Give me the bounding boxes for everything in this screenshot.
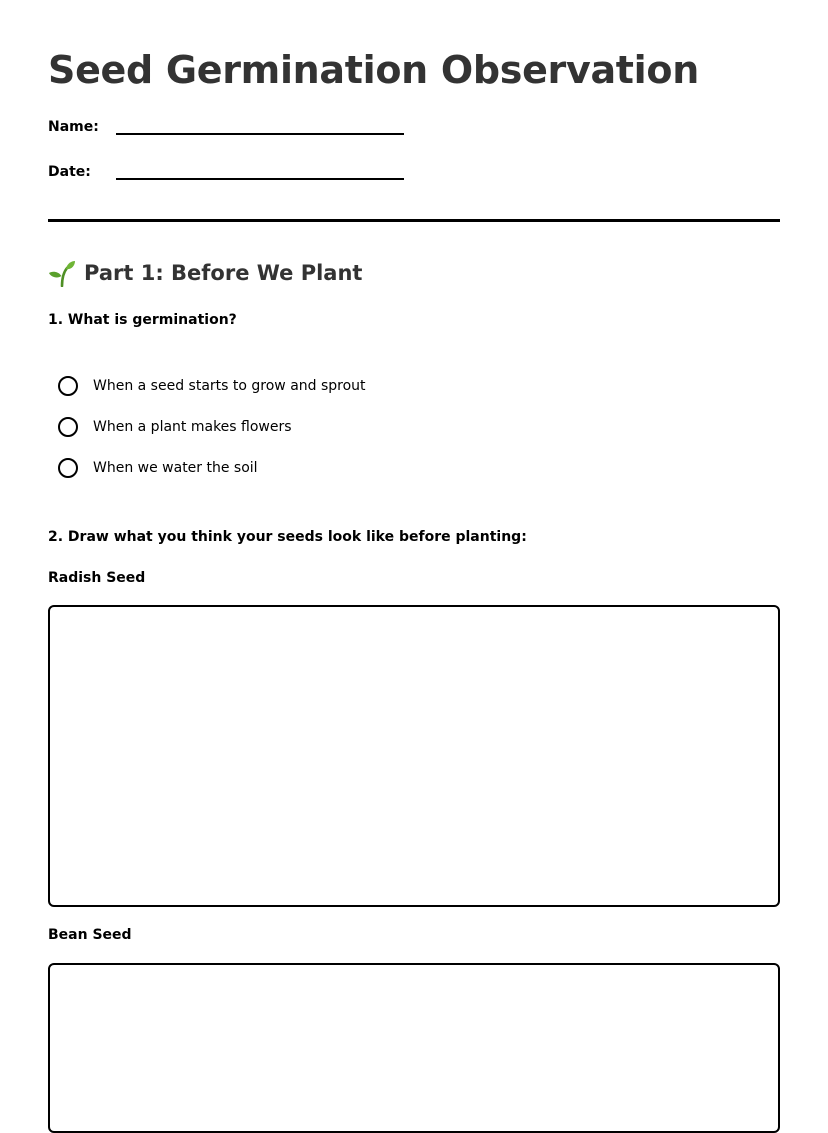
option-label: When a seed starts to grow and sprout [93, 378, 366, 394]
name-label: Name: [48, 119, 99, 135]
name-line[interactable] [116, 133, 404, 135]
option-1[interactable] [58, 374, 558, 398]
radish-drawing-box[interactable] [48, 605, 780, 907]
date-line[interactable] [116, 178, 404, 180]
question-2: 2. Draw what you think your seeds look like before planting: [48, 529, 527, 545]
date-label: Date: [48, 164, 91, 180]
radio-button[interactable] [58, 376, 78, 396]
name-field[interactable] [48, 119, 408, 143]
option-3[interactable] [58, 456, 558, 480]
date-field[interactable] [48, 164, 408, 188]
bean-drawing-box[interactable] [48, 963, 780, 1133]
radish-seed-label: Radish Seed [48, 570, 146, 586]
option-2[interactable] [58, 415, 558, 439]
option-label: When a plant makes flowers [93, 419, 292, 435]
page-title: Seed Germination Observation [48, 48, 699, 92]
radio-button[interactable] [58, 417, 78, 437]
header-divider [48, 219, 780, 222]
sprout-icon [48, 259, 76, 287]
bean-seed-label: Bean Seed [48, 927, 132, 943]
radio-button[interactable] [58, 458, 78, 478]
part1-title: Part 1: Before We Plant [84, 261, 363, 285]
option-label: When we water the soil [93, 460, 258, 476]
question-1-options [58, 374, 558, 497]
question-1: 1. What is germination? [48, 312, 237, 328]
part1-heading [48, 257, 362, 289]
